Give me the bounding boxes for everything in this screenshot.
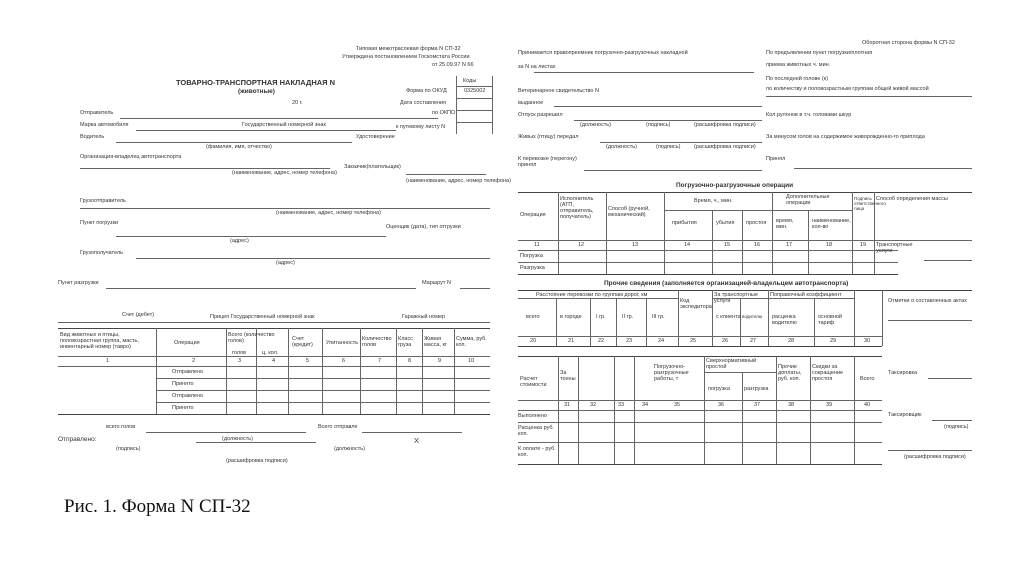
form-title: ТОВАРНО-ТРАНСПОРТНАЯ НАКЛАДНАЯ N xyxy=(176,78,336,87)
transport-accepted: К перевозке (перегону) принял xyxy=(518,156,577,168)
col-num-3: 3 xyxy=(238,358,242,364)
calc-h-tons: За тонны xyxy=(560,370,576,382)
plate-label: Государственный номерной знак xyxy=(242,122,326,128)
ops-num-14: 14 xyxy=(684,242,691,248)
consignee-label: Грузополучатель xyxy=(80,250,124,256)
customer-hint: (наименование, адрес, номер телефона) xyxy=(406,178,511,184)
calc-h-overtime: Сверхнормативный простой xyxy=(706,358,757,370)
total-sent-label: Всего отправле xyxy=(318,424,358,430)
garage-label: Гаражный номер xyxy=(402,314,446,320)
form-note-3: от 25.09.97 N 66 xyxy=(432,62,474,68)
ops-sub-1: прибытия xyxy=(672,220,697,226)
th-total: Всего (количество голов) xyxy=(228,332,275,344)
okud-label: Форма по ОКУД xyxy=(406,88,447,94)
ops-sub-3: простоя xyxy=(746,220,767,226)
okpo-label: по ОКПО xyxy=(432,110,456,116)
calc-h-total: Всего xyxy=(860,376,875,382)
ops-h-method: Способ (ручной, механический) xyxy=(608,206,650,218)
ops-sub-5: наименование, кол-во xyxy=(812,218,851,230)
other-h-distance: Расстояние перевозки по группам дорог, км xyxy=(536,292,648,298)
calc-h-extra: Прочие доплаты, руб. коп. xyxy=(778,364,802,382)
other-sub-city: в городе xyxy=(560,314,582,320)
th-fatness: Упитанность xyxy=(326,340,359,346)
other-num-27: 27 xyxy=(750,338,757,344)
ops-h-extra: Дополнительные операции xyxy=(786,194,830,206)
total-heads-label: всего голов xyxy=(106,424,136,430)
form-subtitle: (животные) xyxy=(238,88,275,95)
issued-by: выданное xyxy=(518,100,544,106)
other-h-acts: Отметки о составленных актах xyxy=(888,298,967,304)
unloading-point-label: Пункт разгрузки xyxy=(58,280,99,286)
release-allowed: Отпуск разрешил xyxy=(518,112,563,118)
other-num-22: 22 xyxy=(598,338,605,344)
other-sub-tariff: основной тариф xyxy=(818,314,842,326)
other-sub-rate: расценка водителю xyxy=(772,314,797,326)
col-num-4: 4 xyxy=(272,358,276,364)
sign-hint-1: (должность) xyxy=(580,122,611,128)
th-operation: Операция xyxy=(174,340,200,346)
other-sub-client: с клиента xyxy=(716,314,741,320)
col-num-2: 2 xyxy=(192,358,196,364)
ops-num-18: 18 xyxy=(826,242,833,248)
x-mark: X xyxy=(414,436,420,445)
calc-sub-unload: разгрузка xyxy=(744,386,769,392)
calc-num-40: 40 xyxy=(864,402,871,408)
sig-left-hint: (подпись) xyxy=(116,446,141,452)
col-num-6: 6 xyxy=(342,358,346,364)
sign-hint-6: (расшифровка подписи) xyxy=(694,144,756,150)
ops-row-loading: Погрузка xyxy=(520,253,543,259)
other-h-services: За транспортные услуги xyxy=(714,292,758,304)
ops-sub-4: время, мин. xyxy=(776,218,794,230)
date-label: Дата составления xyxy=(400,100,446,106)
okud-code: 0325002 xyxy=(464,88,486,94)
ops-h-signature: Подпись ответственного лица xyxy=(854,196,886,211)
right-line-6: За минусом голов на содержимое живорожденно-го приплода xyxy=(766,134,925,140)
calc-num-36: 36 xyxy=(718,402,725,408)
op-row-3: Отправлено xyxy=(172,393,204,399)
ops-num-11: 11 xyxy=(534,242,540,248)
other-sub-driver: водителю xyxy=(742,314,763,319)
calc-row-pay: К оплате - руб. коп. xyxy=(518,446,556,458)
calc-num-38: 38 xyxy=(788,402,795,408)
other-num-28: 28 xyxy=(788,338,795,344)
trailer-label: Прицеп Государственный номерной знак xyxy=(210,314,315,320)
animals-transferred: Живых (птицу) передал xyxy=(518,134,579,140)
ops-num-12: 12 xyxy=(578,242,585,248)
other-num-29: 29 xyxy=(830,338,837,344)
right-line-3: По последней голове (к) xyxy=(766,76,829,82)
op-row-1: Отправлено xyxy=(172,369,204,375)
ops-num-16: 16 xyxy=(754,242,761,248)
figure-caption: Рис. 1. Форма N СП-32 xyxy=(64,496,251,517)
th-sub2: ц, кол. xyxy=(262,350,279,356)
ops-num-13: 13 xyxy=(632,242,639,248)
form-note-1: Типовая межотраслевая форма N СП-32 xyxy=(356,46,461,52)
calc-num-39: 39 xyxy=(826,402,833,408)
right-line-7: Принял xyxy=(766,156,786,162)
calc-num-34: 34 xyxy=(642,402,649,408)
other-sub-g3: III гр. xyxy=(652,314,665,320)
calc-num-35: 35 xyxy=(674,402,681,408)
license-label: Удостоверение xyxy=(356,134,395,140)
sign-hint-3: (расшифровка подписи) xyxy=(694,122,756,128)
op-row-2: Принято xyxy=(172,381,194,387)
loading-point-label: Пункт погрузки xyxy=(80,220,119,226)
right-line-1: По предъявлении пункт погрузки/плотная xyxy=(766,50,873,56)
ops-h-operation: Операция xyxy=(520,212,546,218)
sign-hint-4: (должность) xyxy=(606,144,637,150)
ops-title: Погрузочно-разгрузочные операции xyxy=(676,182,794,189)
calc-sub-load: погрузка xyxy=(708,386,730,392)
col-num-10: 10 xyxy=(468,358,475,364)
calc-h-loading: Погрузочно-разгрузочные работы, т xyxy=(654,364,689,382)
owner-org-label: Организация-владелец автотранспорта xyxy=(80,154,182,160)
ops-h-mass: Способ определения массы xyxy=(876,196,948,202)
consignee-hint: (адрес) xyxy=(276,260,295,266)
driver-label: Водитель xyxy=(80,134,105,140)
shipper-hint: (наименование, адрес, номер телефона) xyxy=(276,210,381,216)
form-front-page xyxy=(56,44,511,468)
taxer-name-hint: (расшифровка подписи) xyxy=(904,454,966,460)
vehicle-label: Марка автомобиля xyxy=(80,122,129,128)
th-sub1: голов xyxy=(232,350,247,356)
other-num-26: 26 xyxy=(722,338,729,344)
form-note-2: Утверждена постановлением Госкомстата России xyxy=(342,54,470,60)
route-to-label: Оценщик (дата), тип отгрузки xyxy=(386,224,461,230)
other-num-25: 25 xyxy=(690,338,697,344)
sign-hint-2: (подпись) xyxy=(646,122,671,128)
transport-units: Транспортные услуги xyxy=(876,242,913,254)
taxer-2: Таксировщик xyxy=(888,412,922,418)
op-row-4: Принято xyxy=(172,405,194,411)
calc-num-31: 31 xyxy=(564,402,571,408)
calc-h-cost: Расчет стоимости xyxy=(520,376,547,388)
sent-person-hint: (должность) xyxy=(222,436,253,442)
col-num-7: 7 xyxy=(378,358,382,364)
shipper-label: Грузоотправитель xyxy=(80,198,126,204)
th-account: Счет (кредит) xyxy=(292,336,313,348)
other-num-24: 24 xyxy=(658,338,665,344)
taxer-sign-hint: (подпись) xyxy=(944,424,969,430)
sender-label: Отправитель xyxy=(80,110,114,116)
ops-num-19: 19 xyxy=(860,242,867,248)
other-h-code: Код экспедитора xyxy=(680,298,712,310)
th-sum: Сумма, руб. коп. xyxy=(456,336,487,348)
ops-sub-2: убытия xyxy=(716,220,735,226)
form-back-page xyxy=(514,36,984,470)
sign-hint-5: (подпись) xyxy=(656,144,681,150)
loading-hint: (адрес) xyxy=(230,238,249,244)
owner-hint: (наименование, адрес, номер телефона) xyxy=(232,170,337,176)
driver-hint: (фамилия, имя, отчество) xyxy=(206,144,272,150)
vet-cert: Ветеринарное свидетельство N xyxy=(518,88,599,94)
other-sub-total: всего xyxy=(526,314,540,320)
sig-right-hint: (расшифровка подписи) xyxy=(226,458,288,464)
th-class: Класс груза xyxy=(398,336,413,348)
col-num-8: 8 xyxy=(408,358,412,364)
back-line-1: Принимается правопреемник погрузочно-разгрузочных накладной xyxy=(518,50,688,56)
col-num-5: 5 xyxy=(306,358,310,364)
calc-num-37: 37 xyxy=(754,402,761,408)
other-num-20: 20 xyxy=(530,338,537,344)
ops-row-unloading: Разгрузка xyxy=(520,265,545,271)
ops-h-time: Время, ч., мин. xyxy=(694,198,733,204)
other-sub-g1: I гр. xyxy=(596,314,606,320)
codes-header: Коды xyxy=(463,78,477,84)
right-line-4: по количеству и половозрастным группам общей живой массой xyxy=(766,86,929,92)
calc-row-done: Выполнено xyxy=(518,413,547,419)
sent-label: Отправлено: xyxy=(58,436,97,443)
sig-right-hint-2: (должность) xyxy=(334,446,365,452)
other-num-30: 30 xyxy=(864,338,871,344)
col-num-1: 1 xyxy=(106,358,110,364)
th-mass: Живая масса, кг xyxy=(424,336,447,348)
year-field: 20 г. xyxy=(292,100,303,106)
taxer-1: Таксировка xyxy=(888,370,918,376)
other-sub-g2: II гр. xyxy=(622,314,634,320)
right-line-5: Кол.рулонов в т.ч. головами шкур xyxy=(766,112,852,118)
other-h-coef: Поправочный коэффициент xyxy=(770,292,842,298)
other-title: Прочие сведения (заполняется организацией-владельцем автотранспорта) xyxy=(604,280,849,287)
account-label: Счет (дебет) xyxy=(122,312,155,318)
back-line-2: за N на листах xyxy=(518,64,556,70)
col-num-9: 9 xyxy=(438,358,442,364)
th-count: Количество голов xyxy=(362,336,392,348)
ops-h-executor: Исполнитель (АТП, отправитель, получатель) xyxy=(560,196,594,220)
calc-row-rate: Расценка руб. коп. xyxy=(518,425,555,437)
customer-label: Заказчик(плательщик) xyxy=(344,164,401,170)
other-num-21: 21 xyxy=(568,338,575,344)
calc-num-33: 33 xyxy=(618,402,625,408)
right-line-2: приема животных ч. мин. xyxy=(766,62,831,68)
th-animal: Вид животных и птицы, половозрастная группа, масть, инвентарный номер (тавро) xyxy=(60,332,139,350)
ops-num-17: 17 xyxy=(786,242,793,248)
calc-h-discount: Скидки за сокращение простоя xyxy=(812,364,844,382)
back-header: Оборотная сторона формы N СП-32 xyxy=(862,40,955,46)
route-label: Маршрут N xyxy=(422,280,451,286)
waybill-label: к путевому листу N xyxy=(396,124,446,130)
ops-num-15: 15 xyxy=(724,242,731,248)
other-num-23: 23 xyxy=(626,338,633,344)
calc-num-32: 32 xyxy=(590,402,597,408)
